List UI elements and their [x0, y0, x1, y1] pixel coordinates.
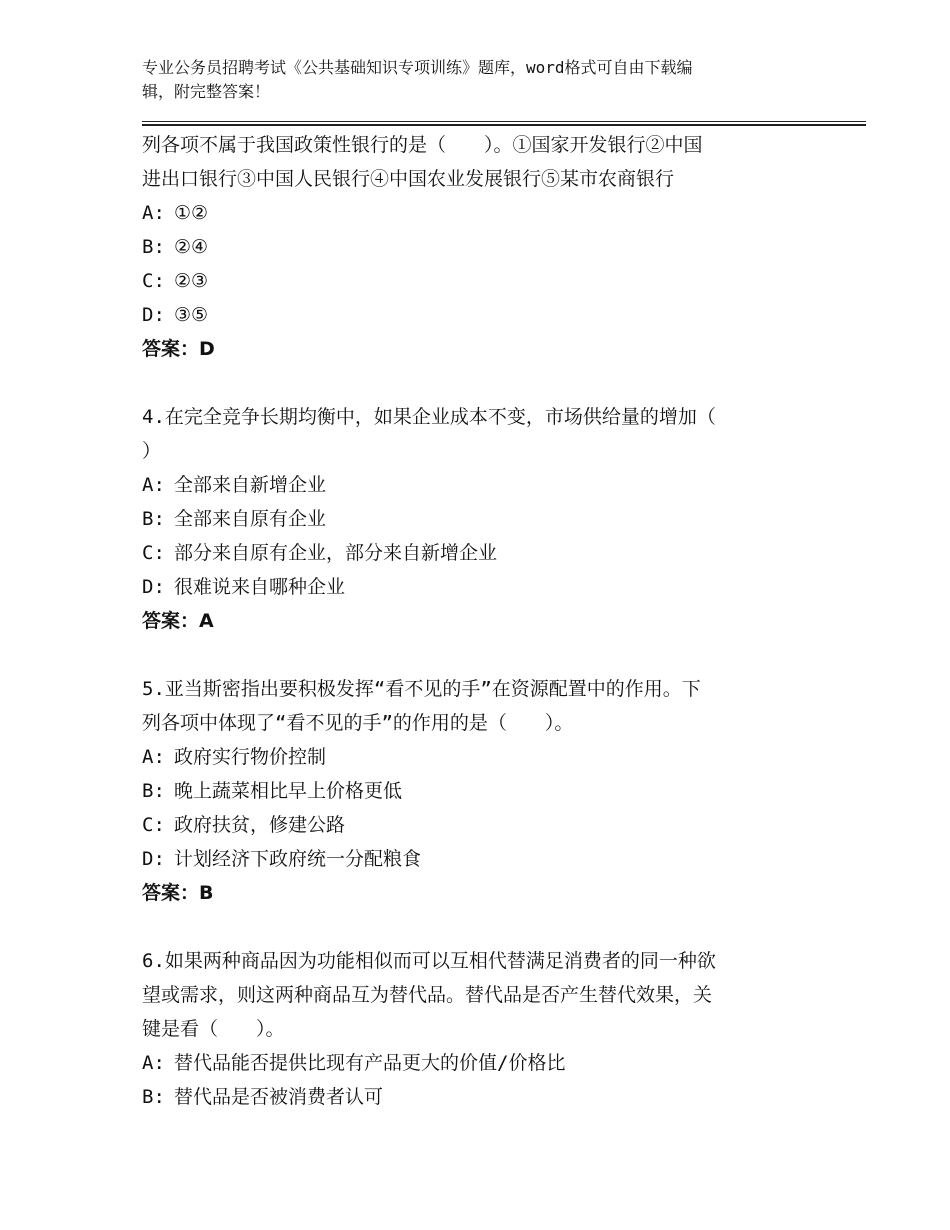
option-text: 政府实行物价控制 [174, 746, 327, 768]
question-4-line-2: ） [142, 440, 162, 462]
question-3-option-c [142, 264, 802, 298]
spacer [142, 638, 802, 672]
question-5 [142, 672, 802, 910]
question-3 [142, 128, 802, 366]
option-text: 晚上蔬菜相比早上价格更低 [174, 780, 403, 802]
question-6-line-2: 望或需求，则这两种商品互为替代品。替代品是否产生替代效果，关 [142, 984, 713, 1006]
option-letter: D: [142, 304, 165, 326]
option-text: 计划经济下政府统一分配粮食 [174, 848, 422, 870]
option-letter: B: [142, 780, 165, 802]
option-text: 部分来自原有企业，部分来自新增企业 [174, 542, 498, 564]
header-rule-thin [142, 121, 866, 122]
question-3-answer: 答案：D [142, 338, 215, 360]
question-6-option-a [142, 1046, 802, 1080]
option-text: ①② [174, 202, 209, 224]
header-line-2: 辑，附完整答案！ [142, 82, 271, 101]
option-letter: C: [142, 270, 165, 292]
option-text: 很难说来自哪种企业 [174, 576, 346, 598]
option-letter: B: [142, 1086, 165, 1108]
spacer [142, 910, 802, 944]
option-text: ③⑤ [174, 304, 209, 326]
option-letter: C: [142, 814, 165, 836]
question-6-line-1: 6.如果两种商品因为功能相似而可以互相代替满足消费者的同一种欲 [142, 950, 716, 972]
question-4-option-d [142, 570, 802, 604]
question-6-line-3: 键是看（ ）。 [142, 1018, 285, 1040]
option-text: ②④ [174, 236, 209, 258]
option-text: 全部来自原有企业 [174, 508, 327, 530]
question-list [142, 128, 802, 1114]
option-letter: A: [142, 202, 165, 224]
question-3-option-a [142, 196, 802, 230]
document-header [142, 56, 802, 104]
option-letter: A: [142, 1052, 165, 1074]
question-5-answer: 答案：B [142, 882, 214, 904]
question-6-option-b [142, 1080, 802, 1114]
question-4-option-b [142, 502, 802, 536]
question-4-option-a [142, 468, 802, 502]
option-letter: C: [142, 542, 165, 564]
option-text: 政府扶贫，修建公路 [174, 814, 346, 836]
header-rule-thick [142, 124, 866, 126]
question-3-line-1: 列各项不属于我国政策性银行的是（ ）。①国家开发银行②中国 [142, 134, 703, 156]
question-5-option-b [142, 774, 802, 808]
question-5-option-c [142, 808, 802, 842]
option-letter: B: [142, 508, 165, 530]
option-text: 全部来自新增企业 [174, 474, 327, 496]
option-text: 替代品能否提供比现有产品更大的价值/价格比 [174, 1052, 566, 1074]
option-letter: D: [142, 848, 165, 870]
option-letter: A: [142, 746, 165, 768]
question-3-option-b [142, 230, 802, 264]
question-5-line-2: 列各项中体现了“看不见的手”的作用的是（ ）。 [142, 712, 574, 734]
option-letter: D: [142, 576, 165, 598]
question-4 [142, 400, 802, 638]
question-5-line-1: 5.亚当斯密指出要积极发挥“看不见的手”在资源配置中的作用。下 [142, 678, 701, 700]
option-letter: A: [142, 474, 165, 496]
question-3-line-2: 进出口银行③中国人民银行④中国农业发展银行⑤某市农商银行 [142, 168, 675, 190]
question-6 [142, 944, 802, 1114]
option-text: ②③ [174, 270, 209, 292]
question-3-option-d [142, 298, 802, 332]
question-4-option-c [142, 536, 802, 570]
spacer [142, 366, 802, 400]
option-letter: B: [142, 236, 165, 258]
question-4-answer: 答案：A [142, 610, 214, 632]
header-line-1: 专业公务员招聘考试《公共基础知识专项训练》题库，word格式可自由下载编 [142, 58, 693, 77]
question-5-option-d [142, 842, 802, 876]
option-text: 替代品是否被消费者认可 [174, 1086, 384, 1108]
question-5-option-a [142, 740, 802, 774]
question-4-line-1: 4.在完全竞争长期均衡中，如果企业成本不变，市场供给量的增加（ [142, 406, 716, 428]
